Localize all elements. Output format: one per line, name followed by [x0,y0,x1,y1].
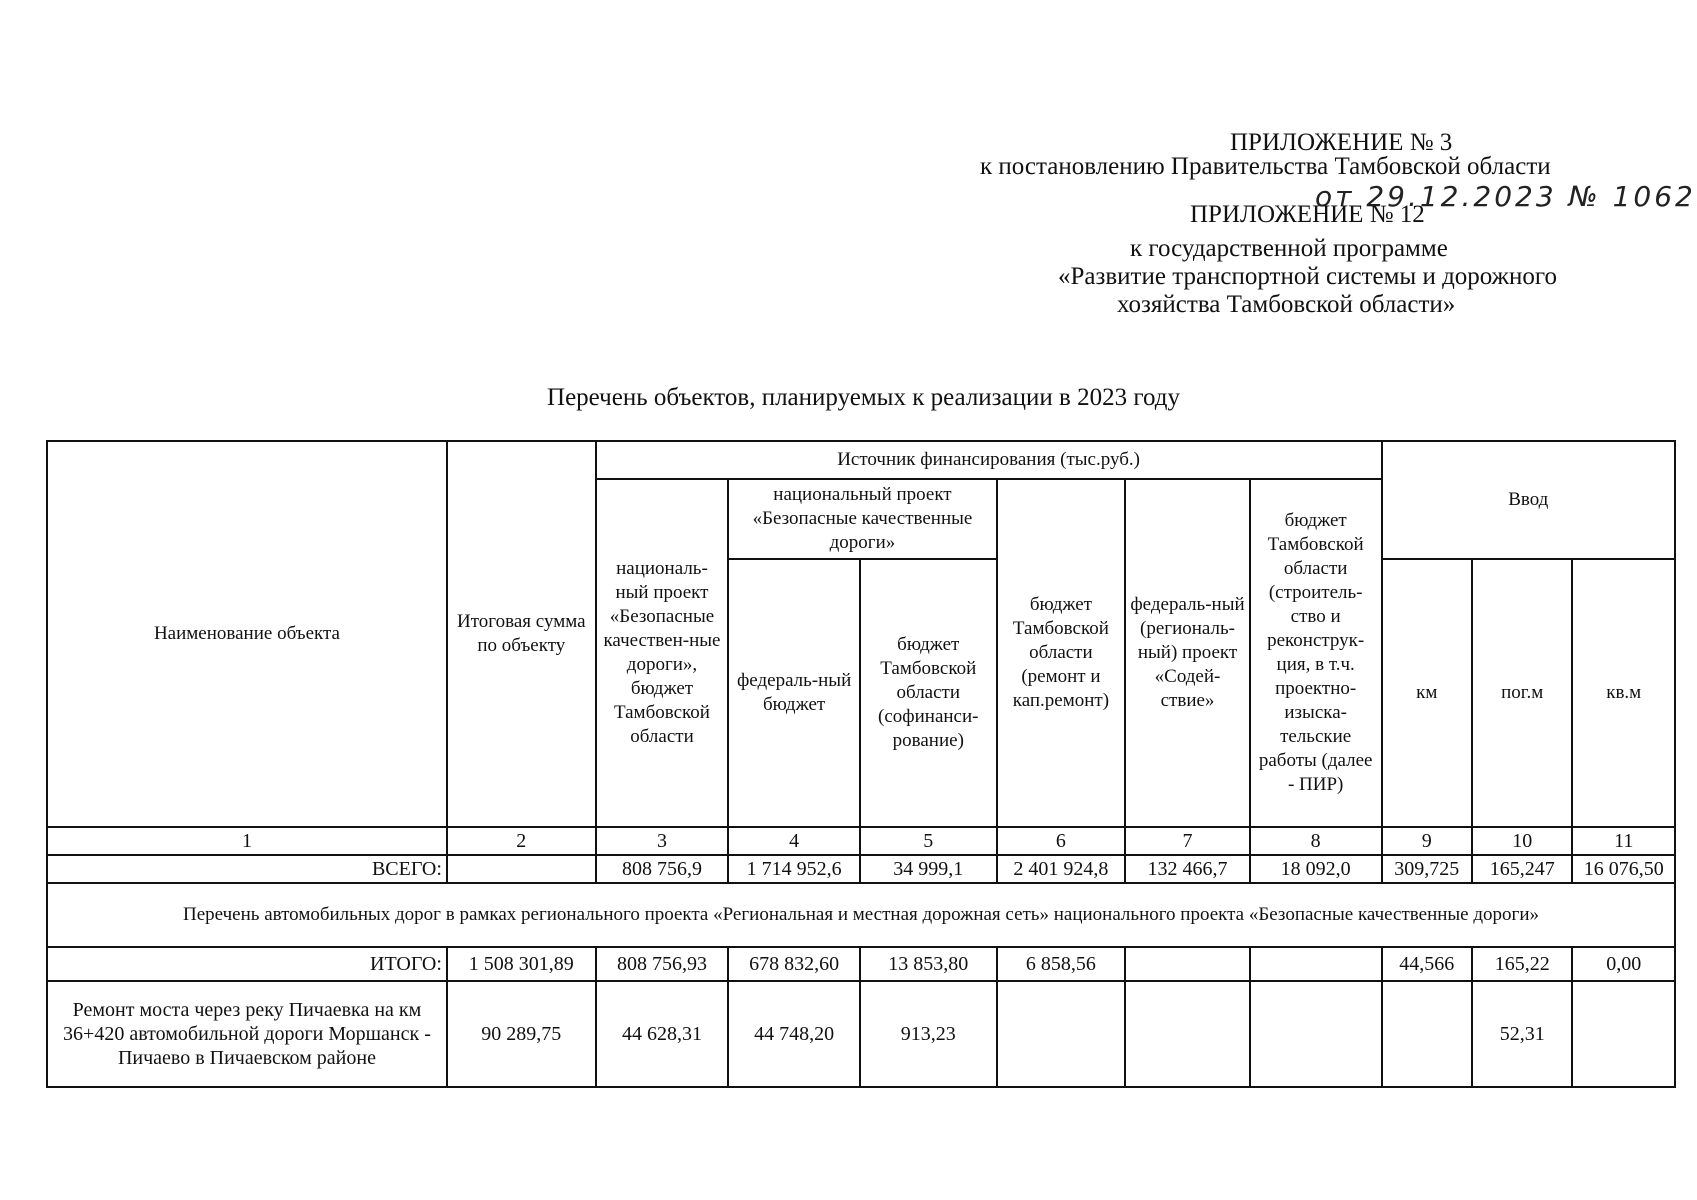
header-funding-source: Источник финансирования (тыс.руб.) [596,441,1382,479]
grand-total-cell: 2 401 924,8 [997,855,1126,883]
object-cell [1125,981,1250,1087]
appendix-12-label: ПРИЛОЖЕНИЕ № 12 [1190,201,1425,228]
subtotal-cell: 678 832,60 [728,947,860,981]
grand-total-label: ВСЕГО: [47,855,447,883]
col-number: 11 [1572,827,1675,855]
grand-total-cell: 34 999,1 [860,855,997,883]
col-number: 5 [860,827,997,855]
resolution-reference: к постановлению Правительства Тамбовской области [980,153,1551,180]
object-cell: 44 628,31 [596,981,729,1087]
grand-total-cell [447,855,596,883]
header-col3-np-regional-budget: националь-ный проект «Безопасные качествен-ные дороги», бюджет Тамбовской области [596,479,729,827]
handwritten-date-number: от 29.12.2023 № 1062 [1315,180,1696,213]
grand-total-cell: 165,247 [1472,855,1572,883]
grand-total-cell: 16 076,50 [1572,855,1675,883]
objects-table [46,440,1676,1088]
object-name: Ремонт моста через реку Пичаевка на км 36+420 автомобильной дороги Моршанск - Пичаево в Пичаевском районе [47,981,447,1087]
subtotal-cell: 165,22 [1472,947,1572,981]
program-name-line-1: «Развитие транспортной системы и дорожного [1058,263,1557,290]
section-title: Перечень автомобильных дорог в рамках регионального проекта «Региональная и местная дорожная сеть» национального проекта «Безопасные качественные дороги» [47,883,1675,947]
col-number: 1 [47,827,447,855]
col-number: 6 [997,827,1126,855]
subtotal-cell [1125,947,1250,981]
subtotal-cell: 808 756,93 [596,947,729,981]
grand-total-cell: 1 714 952,6 [728,855,860,883]
header-col11-sq-m: кв.м [1572,559,1675,827]
object-cell: 913,23 [860,981,997,1087]
header-col4-federal-budget: федераль-ный бюджет [728,559,860,827]
subtotal-cell: 13 853,80 [860,947,997,981]
program-reference: к государственной программе [1130,235,1448,262]
subtotal-label: ИТОГО: [47,947,447,981]
grand-total-cell: 808 756,9 [596,855,729,883]
appendix-3-label: ПРИЛОЖЕНИЕ № 3 [1230,129,1453,156]
object-cell [1382,981,1472,1087]
object-cell [1250,981,1382,1087]
header-object-name: Наименование объекта [47,441,447,827]
grand-total-row [47,855,1675,883]
subtotal-cell: 44,566 [1382,947,1472,981]
header-col9-km: км [1382,559,1472,827]
col-number: 4 [728,827,860,855]
section-row [47,883,1675,947]
column-number-row [47,827,1675,855]
object-cell [1572,981,1675,1087]
header-row-1 [47,441,1675,479]
subtotal-cell [1250,947,1382,981]
header-col7-federal-project: федераль-ный (региональ-ный) проект «Содей-ствие» [1125,479,1250,827]
col-number: 10 [1472,827,1572,855]
col-number: 2 [447,827,596,855]
col-number: 9 [1382,827,1472,855]
header-input-group: Ввод [1382,441,1675,559]
object-cell: 44 748,20 [728,981,860,1087]
header-col10-running-m: пог.м [1472,559,1572,827]
header-total-sum: Итоговая сумма по объекту [447,441,596,827]
grand-total-cell: 309,725 [1382,855,1472,883]
program-name-line-2: хозяйства Тамбовской области» [1117,291,1456,318]
col-number: 7 [1125,827,1250,855]
header-col6-regional-repair: бюджет Тамбовской области (ремонт и кап.ремонт) [997,479,1126,827]
table-row [47,981,1675,1087]
col-number: 8 [1250,827,1382,855]
object-cell [997,981,1126,1087]
header-col8-construction: бюджет Тамбовской области (строитель-ство и реконструк-ция, в т.ч. проектно-изыска-тельские работы (далее - ПИР) [1250,479,1382,827]
col-number: 3 [596,827,729,855]
grand-total-cell: 18 092,0 [1250,855,1382,883]
header-np-group: национальный проект «Безопасные качественные дороги» [728,479,996,559]
header-col5-cofinancing: бюджет Тамбовской области (софинанси-рование) [860,559,997,827]
subtotal-cell: 1 508 301,89 [447,947,596,981]
document-title: Перечень объектов, планируемых к реализации в 2023 году [547,384,1180,411]
object-cell: 52,31 [1472,981,1572,1087]
subtotal-row [47,947,1675,981]
object-cell: 90 289,75 [447,981,596,1087]
subtotal-cell: 0,00 [1572,947,1675,981]
subtotal-cell: 6 858,56 [997,947,1126,981]
grand-total-cell: 132 466,7 [1125,855,1250,883]
